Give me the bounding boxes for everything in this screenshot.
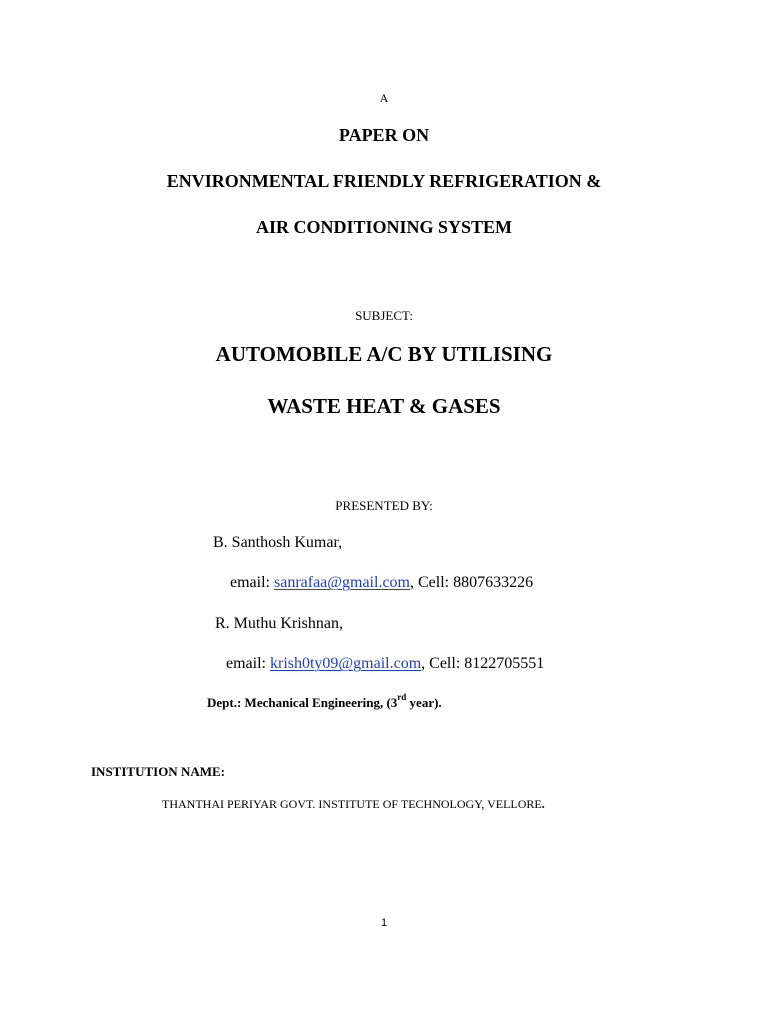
subject-line-1: AUTOMOBILE A/C BY UTILISING xyxy=(215,342,553,366)
title-line-1: ENVIRONMENTAL FRIENDLY REFRIGERATION & xyxy=(166,171,602,191)
subject-line-2: WASTE HEAT & GASES xyxy=(267,394,501,418)
presenter-2-cell: , Cell: 8122705551 xyxy=(421,655,545,672)
dept-prefix: Dept.: Mechanical Engineering, (3 xyxy=(207,695,398,710)
department-line xyxy=(207,692,442,710)
page-number: 1 xyxy=(380,917,388,929)
presenter-2-email-link[interactable]: krish0ty09@gmail.com xyxy=(269,655,422,672)
dept-ordinal: rd xyxy=(397,692,407,702)
presenter-1-email-link[interactable]: sanrafaa@gmail.com xyxy=(273,574,410,591)
paper-on-heading: PAPER ON xyxy=(338,125,430,145)
presenter-1-cell: , Cell: 8807633226 xyxy=(410,574,534,591)
institution-name-period: . xyxy=(541,797,545,811)
presenter-2-contact xyxy=(226,656,544,672)
institution-label: INSTITUTION NAME: xyxy=(91,764,225,779)
email-prefix: email: xyxy=(226,655,270,672)
title-line-2: AIR CONDITIONING SYSTEM xyxy=(255,217,513,237)
dept-suffix: year). xyxy=(406,695,442,710)
institution-name-text: THANTHAI PERIYAR GOVT. INSTITUTE OF TECHNOLOGY, VELLORE xyxy=(162,797,542,811)
presenter-2-name: R. Muthu Krishnan, xyxy=(215,615,343,632)
presenter-1-contact xyxy=(230,575,533,591)
subject-label: SUBJECT: xyxy=(355,308,413,323)
presented-by-label: PRESENTED BY: xyxy=(335,498,433,513)
article-a: A xyxy=(379,91,389,105)
presenter-1-name: B. Santhosh Kumar, xyxy=(213,534,343,551)
institution-name xyxy=(162,798,545,810)
email-prefix: email: xyxy=(230,574,274,591)
